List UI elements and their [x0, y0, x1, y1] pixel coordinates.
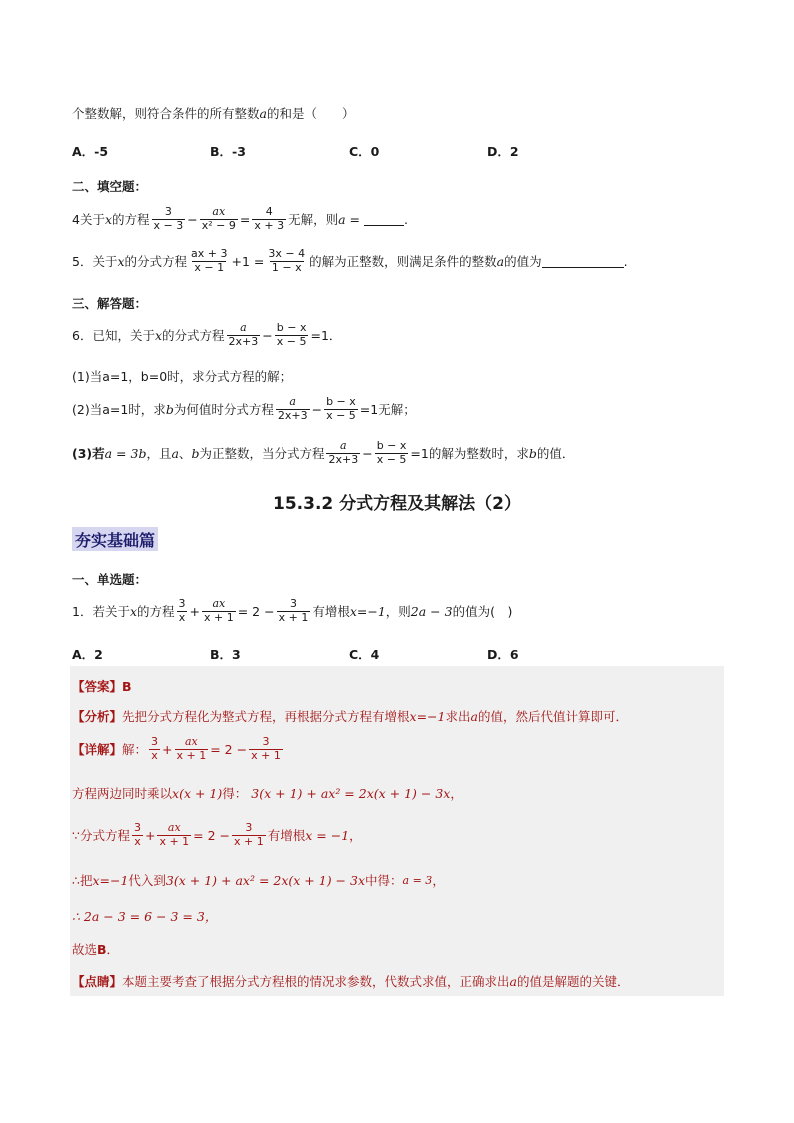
text-segment: 故选	[72, 942, 98, 957]
text-segment: −	[362, 445, 373, 461]
text-segment: x	[134, 834, 141, 848]
text-segment: −	[187, 211, 198, 227]
question-6-part2	[72, 396, 416, 422]
text-segment: a = 3	[402, 873, 433, 887]
question-tail	[72, 104, 354, 122]
section3-heading: 三、解答题：	[72, 296, 148, 311]
text-segment: 求出	[445, 709, 471, 724]
text-segment: C．0	[349, 144, 380, 159]
text-segment: b − x	[276, 321, 307, 334]
text-segment: =1无解；	[359, 402, 416, 418]
question-1	[72, 598, 512, 624]
text-segment: 3	[289, 597, 297, 610]
fraction	[266, 248, 307, 274]
text-segment: C．4	[349, 647, 380, 662]
text-segment: 1 − x	[271, 260, 302, 274]
text-segment: 【详解】	[72, 742, 123, 758]
text-segment: =1．	[310, 328, 342, 344]
text-segment: ，	[450, 786, 463, 801]
level-tag: 夯实基础篇	[72, 527, 158, 551]
text-segment: a = 3b	[104, 445, 147, 461]
text-segment: 的值．	[536, 446, 575, 462]
text-segment: B．3	[210, 647, 241, 662]
text-segment: 个整数解，则符合条件的所有整数	[72, 106, 260, 121]
text-segment: 的方程	[112, 212, 150, 228]
answer-line	[72, 677, 132, 695]
text-segment: = 2 −	[210, 741, 248, 757]
text-segment: x² − 9	[201, 218, 236, 232]
text-segment: 2x+3	[228, 334, 259, 348]
text-segment: b	[165, 401, 174, 417]
fraction	[189, 248, 229, 274]
text-segment: 解：	[122, 742, 148, 758]
fraction	[175, 736, 209, 762]
text-segment: x − 1	[194, 260, 225, 274]
text-segment: x	[117, 253, 125, 269]
question-4	[72, 206, 408, 232]
text-segment: 的分式方程	[162, 328, 225, 344]
text-segment: ax	[184, 735, 198, 748]
text-segment: 的和是（ ）	[266, 106, 355, 121]
text-segment: x	[104, 211, 113, 227]
text-segment: 的方程	[137, 604, 175, 620]
text-segment: 4	[265, 205, 273, 218]
fraction	[202, 598, 236, 624]
text-segment: 本题主要考查了根据分式方程根的情况求参数，代数式求值，正确求出	[122, 974, 510, 989]
question-6-part3	[72, 440, 574, 466]
detail-line-3	[72, 822, 362, 848]
text-segment: 2x+3	[328, 452, 359, 466]
text-segment: x=−1	[92, 872, 129, 888]
text-segment: x + 1	[176, 748, 207, 762]
text-segment: = 2 −	[193, 827, 231, 843]
text-segment: ∴ 2a − 3 = 6 − 3 = 3，	[72, 909, 218, 924]
text-segment: a	[240, 321, 247, 334]
text-segment: 有增根	[312, 604, 350, 620]
text-segment: ∵分式方程	[72, 828, 130, 844]
text-segment: 2x+3	[277, 408, 308, 422]
fraction	[149, 736, 160, 762]
text-segment: 为何值时分式方程	[173, 402, 274, 418]
text-segment: ax	[167, 821, 181, 834]
key-point-line	[72, 972, 630, 990]
text-segment: 的分式方程	[124, 254, 188, 270]
text-segment: 5．关于	[72, 254, 118, 270]
text-segment: 1．若关于	[72, 604, 130, 620]
text-segment: x	[151, 748, 158, 762]
fraction	[152, 206, 186, 232]
answer-blank[interactable]	[542, 255, 624, 268]
text-segment: 3	[133, 821, 141, 834]
question-6	[72, 322, 341, 348]
text-segment: ，则	[385, 604, 411, 620]
text-segment: B．-3	[210, 144, 246, 159]
text-segment: a=1时，求	[102, 402, 166, 418]
question-5	[72, 248, 628, 274]
text-segment: a	[340, 439, 347, 452]
text-segment: x	[154, 327, 163, 343]
fraction	[277, 598, 311, 624]
text-segment: x	[178, 610, 186, 624]
text-segment: D．2	[487, 144, 519, 159]
text-segment: +	[189, 603, 201, 619]
text-segment: 【答案】	[72, 679, 123, 694]
text-segment: =	[239, 211, 251, 227]
text-segment: =1的解为整数时，求	[410, 446, 529, 462]
text-segment: (1)当	[72, 369, 103, 384]
text-segment: 中得：	[365, 873, 403, 888]
text-segment: 无解，则	[288, 212, 339, 228]
text-segment: x=−1	[349, 603, 386, 619]
text-segment: 、	[178, 446, 192, 462]
text-segment: 得：	[222, 786, 248, 801]
text-segment: +	[144, 827, 156, 843]
question-6-part1	[72, 367, 292, 385]
text-segment: 6．已知，关于	[72, 328, 155, 344]
fraction	[275, 322, 309, 348]
text-segment: 3(x + 1) + ax² = 2x(x + 1) − 3x	[251, 785, 451, 801]
fraction	[232, 822, 266, 848]
text-segment: 3(x + 1) + ax² = 2x(x + 1) − 3x	[165, 872, 366, 888]
text-segment: x(x + 1)	[172, 785, 223, 801]
text-segment: D．6	[487, 647, 519, 662]
text-segment: b	[191, 445, 200, 461]
text-segment: 的解为正整数，则满足条件的整数	[309, 254, 497, 270]
text-segment: ．	[106, 942, 120, 957]
text-segment: x + 1	[278, 610, 309, 624]
text-segment: 3	[245, 821, 253, 834]
text-segment: x − 3	[153, 218, 184, 232]
text-segment: x + 1	[204, 610, 234, 624]
fraction	[227, 322, 261, 348]
section-title: 15.3.2 分式方程及其解法（2）	[273, 494, 521, 514]
fraction	[326, 440, 360, 466]
text-segment: ∴把	[72, 873, 93, 888]
options-row-q1	[72, 645, 672, 661]
text-segment: b − x	[376, 439, 407, 452]
fraction	[177, 598, 188, 624]
text-segment: x − 5	[376, 452, 407, 466]
options-row-prev	[72, 142, 672, 158]
text-segment: 的值为( )	[452, 604, 513, 620]
text-segment: a	[509, 973, 517, 989]
detail-line-6	[72, 940, 119, 958]
text-segment: a=1，b=0时，求分式方程的解；	[102, 369, 293, 384]
text-segment: b − x	[326, 395, 356, 408]
analysis-line	[72, 707, 628, 725]
text-segment: ax + 3	[191, 247, 228, 260]
text-segment: 3	[151, 735, 159, 748]
text-segment: 【分析】	[72, 709, 123, 724]
text-segment: 4关于	[72, 212, 105, 228]
text-segment: 的值为	[504, 254, 542, 270]
fraction	[375, 440, 409, 466]
text-segment: 为正整数，当分式方程	[199, 446, 325, 462]
text-segment: ax	[212, 597, 226, 610]
text-segment: b	[528, 445, 537, 461]
section2-heading: 二、填空题：	[72, 179, 148, 194]
text-segment: −	[262, 327, 273, 343]
text-segment: a	[496, 253, 505, 269]
text-segment: a	[289, 395, 296, 408]
detail-line-4	[72, 871, 445, 889]
text-segment: x + 1	[159, 834, 190, 848]
text-segment: A．-5	[72, 144, 109, 159]
text-segment: 3	[262, 735, 270, 748]
text-segment: (3)若	[72, 446, 105, 462]
section1-heading: 一、单选题：	[72, 572, 148, 587]
text-segment: −	[311, 401, 323, 417]
answer-blank[interactable]	[364, 213, 404, 226]
text-segment: B	[97, 941, 107, 957]
text-segment: +1 =	[231, 253, 265, 269]
text-segment: x − 5	[326, 408, 356, 422]
text-segment: x + 3	[254, 218, 285, 232]
text-segment: x = −1	[305, 827, 350, 843]
text-segment: 的值，然后代值计算即可．	[477, 709, 628, 724]
text-segment: 【点睛】	[72, 974, 123, 989]
text-segment: 2a − 3	[410, 603, 453, 619]
text-segment: ，且	[146, 446, 172, 462]
fraction	[252, 206, 286, 232]
text-segment: a	[171, 445, 179, 461]
text-segment: x	[129, 603, 138, 619]
text-segment: +	[162, 741, 173, 757]
text-segment: a =	[338, 211, 360, 227]
detail-line-2	[72, 784, 463, 802]
text-segment: 3	[164, 205, 172, 218]
fraction	[132, 822, 143, 848]
text-segment: .	[623, 253, 628, 269]
text-segment: 方程两边同时乘以	[72, 786, 173, 801]
text-segment: 有增根	[267, 828, 306, 844]
text-segment: ，	[349, 828, 362, 844]
text-segment: a	[259, 105, 267, 121]
text-segment: 代入到	[128, 873, 166, 888]
fraction	[200, 206, 238, 232]
detail-line-5	[72, 907, 217, 925]
fraction	[249, 736, 283, 762]
fraction	[324, 396, 358, 422]
text-segment: 3	[178, 597, 186, 610]
text-segment: 先把分式方程化为整式方程，再根据分式方程有增根	[122, 709, 410, 724]
detail-line-1	[72, 736, 285, 762]
fraction	[276, 396, 310, 422]
text-segment: .	[404, 211, 408, 227]
text-segment: = 2 −	[237, 603, 275, 619]
text-segment: x=−1	[409, 708, 446, 724]
text-segment: 的值是解题的关键．	[516, 974, 630, 989]
text-segment: x + 1	[251, 748, 281, 762]
text-segment: 3x − 4	[268, 247, 306, 260]
text-segment: B	[122, 678, 132, 694]
text-segment: (2)当	[72, 402, 103, 418]
text-segment: x + 1	[234, 834, 264, 848]
text-segment: x − 5	[276, 334, 307, 348]
text-segment: ax	[212, 205, 226, 218]
text-segment: ，	[432, 873, 445, 888]
text-segment: A．2	[72, 647, 103, 662]
fraction	[157, 822, 191, 848]
text-segment: a	[470, 708, 478, 724]
